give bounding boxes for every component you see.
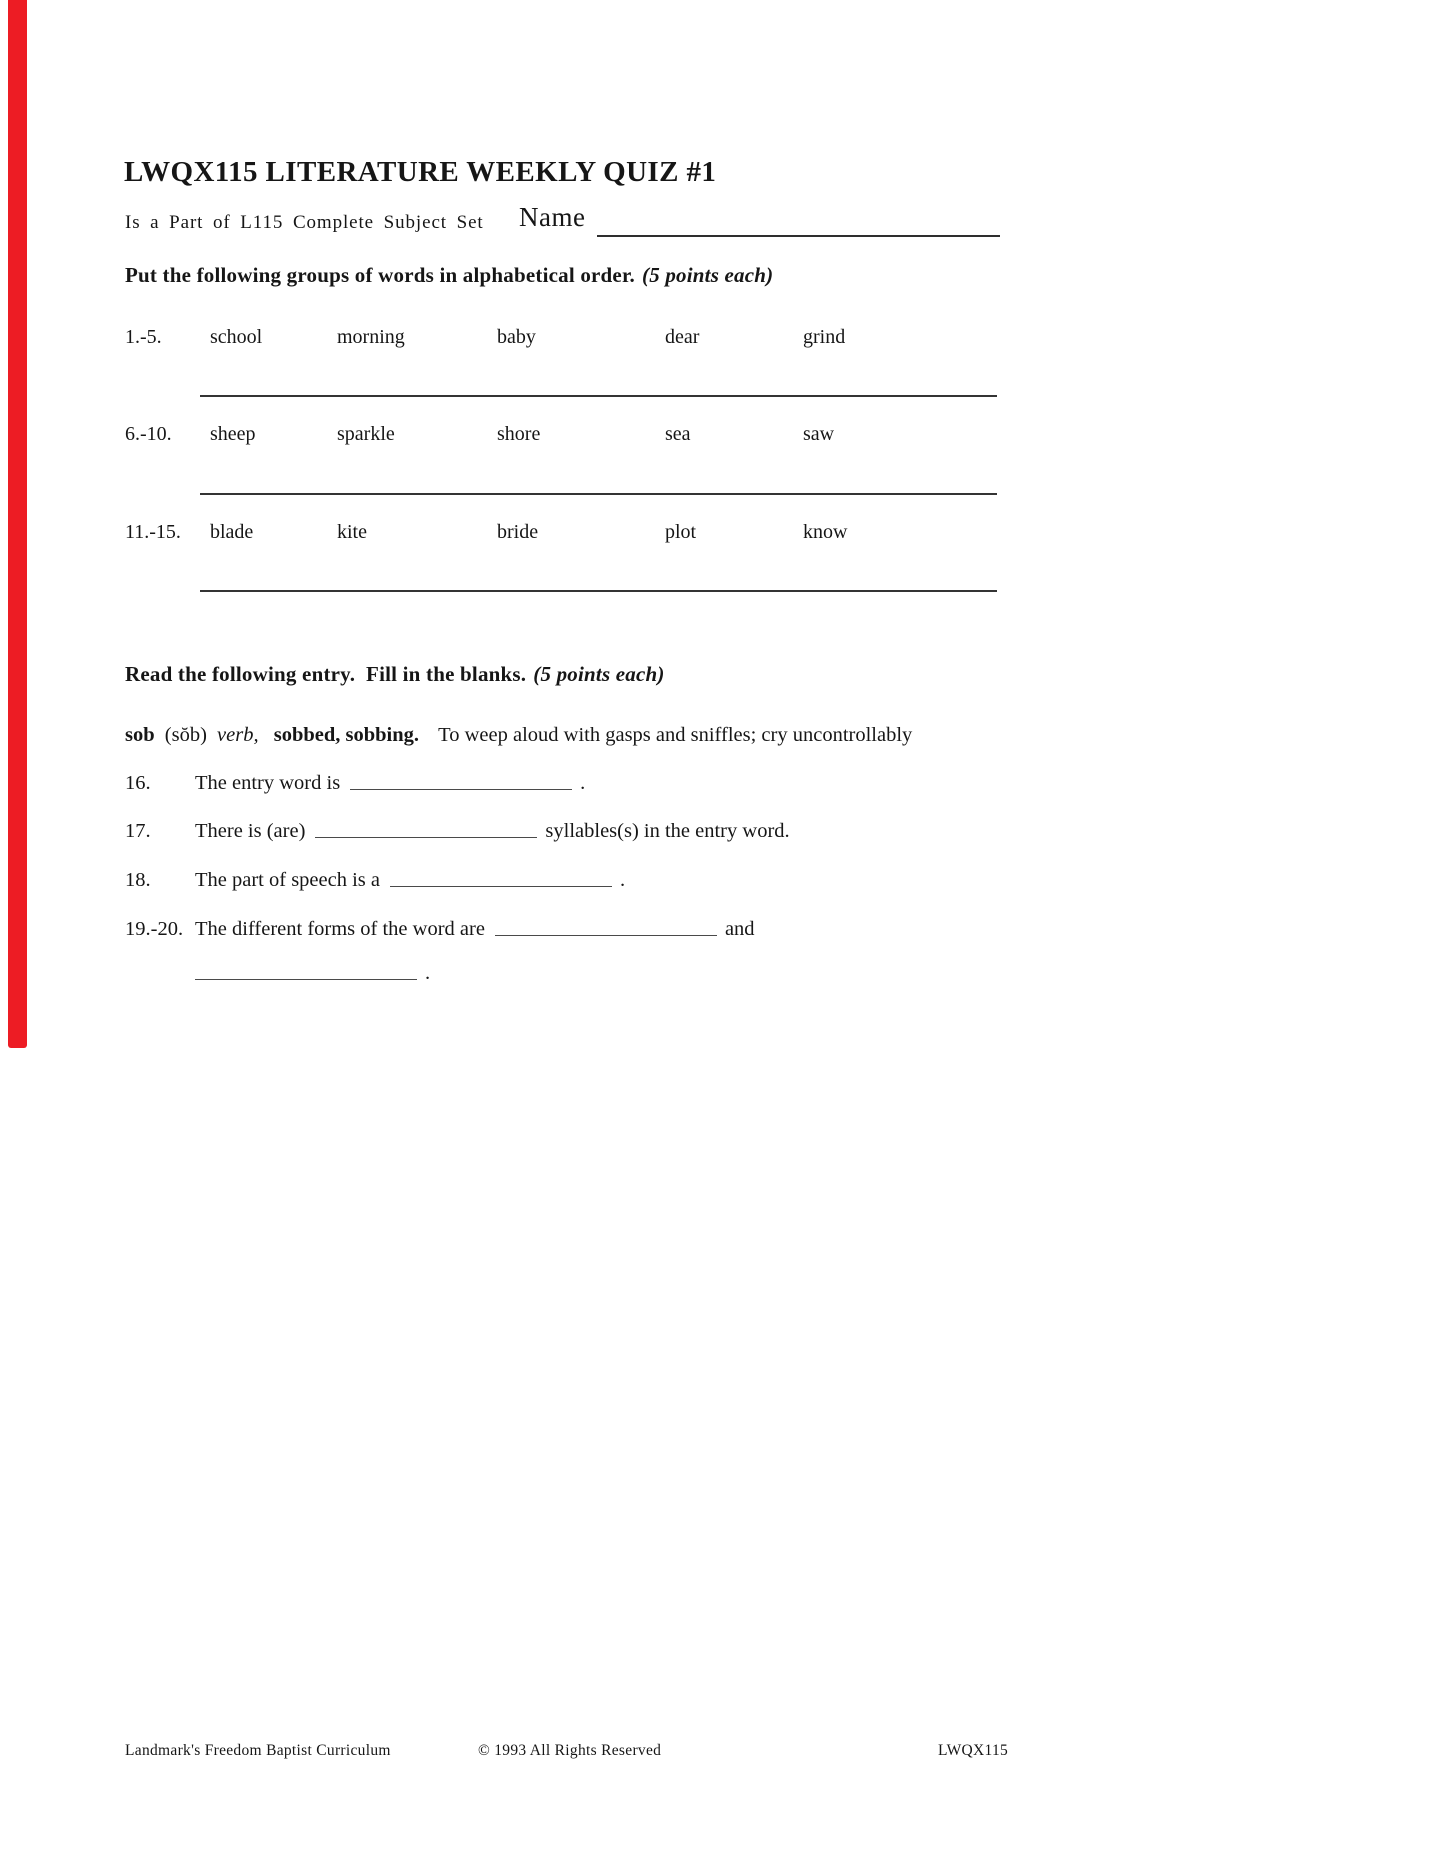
word-row-3 — [125, 521, 1045, 544]
section1-points-note: (5 points each) — [642, 263, 774, 287]
word-row-1 — [125, 326, 1045, 349]
footer-copyright: © 1993 All Rights Reserved — [478, 1742, 662, 1759]
subtitle: Is a Part of L115 Complete Subject Set — [125, 212, 484, 233]
name-label: Name — [519, 202, 586, 232]
row1-word-3: baby — [497, 326, 536, 348]
question-18-number: 18. — [125, 869, 151, 891]
row3-word-5: know — [803, 521, 848, 543]
question-19-20-blank-1 — [495, 934, 717, 936]
question-19-20-number: 19.-20. — [125, 918, 184, 940]
row2-word-1: sheep — [210, 423, 256, 445]
dictionary-entry — [125, 724, 912, 747]
footer-code: LWQX115 — [938, 1742, 1009, 1759]
page-title: LWQX115 LITERATURE WEEKLY QUIZ #1 — [124, 156, 717, 188]
row3-label: 11.-15. — [125, 521, 181, 543]
section1-instruction: Put the following groups of words in alphabetical order. — [125, 263, 635, 287]
question-17-text: There is (are) — [195, 820, 306, 842]
entry-word: sob — [125, 724, 155, 746]
section2-points-note: (5 points each) — [533, 662, 665, 686]
question-17-post: syllables(s) in the entry word. — [545, 820, 790, 842]
question-16-number: 16. — [125, 772, 151, 794]
row1-label: 1.-5. — [125, 326, 162, 348]
question-19-20-continuation-period: . — [425, 962, 431, 984]
section2-instruction: Read the following entry. Fill in the blanks. — [125, 662, 527, 686]
question-18-text: The part of speech is a — [195, 869, 380, 891]
row1-word-4: dear — [665, 326, 700, 348]
question-19-20-text: The different forms of the word are — [195, 918, 485, 940]
question-17-number: 17. — [125, 820, 151, 842]
answer-line-1 — [200, 395, 997, 397]
section2-header — [125, 662, 665, 687]
word-row-2 — [125, 423, 1045, 446]
row2-word-5: saw — [803, 423, 835, 445]
question-19-20-blank-2 — [195, 978, 417, 980]
question-19-20-post: and — [724, 918, 755, 940]
question-19-20 — [125, 918, 755, 941]
question-16-blank — [350, 788, 572, 790]
entry-pronunciation: (sŏb) — [164, 724, 207, 746]
answer-line-3 — [200, 590, 997, 592]
question-18 — [125, 869, 625, 892]
row3-word-1: blade — [210, 521, 254, 543]
question-18-blank — [390, 885, 612, 887]
question-16-text: The entry word is — [195, 772, 341, 794]
name-fill-line — [597, 205, 1000, 237]
row1-word-2: morning — [337, 326, 405, 348]
question-17 — [125, 820, 790, 843]
row1-word-1: school — [210, 326, 263, 348]
question-18-post: . — [620, 869, 626, 891]
footer-publisher: Landmark's Freedom Baptist Curriculum — [125, 1742, 391, 1759]
answer-line-2 — [200, 493, 997, 495]
entry-part-of-speech: verb, — [217, 724, 259, 746]
row2-label: 6.-10. — [125, 423, 172, 445]
question-16 — [125, 772, 585, 795]
red-scan-stripe — [8, 0, 27, 1048]
row2-word-3: shore — [497, 423, 541, 445]
row2-word-4: sea — [665, 423, 691, 445]
row3-word-3: bride — [497, 521, 539, 543]
row1-word-5: grind — [803, 326, 846, 348]
question-17-blank — [315, 836, 537, 838]
question-16-post: . — [580, 772, 586, 794]
entry-forms: sobbed, sobbing. — [273, 724, 420, 746]
entry-definition: To weep aloud with gasps and sniffles; cry uncontrollably — [438, 724, 913, 746]
row3-word-2: kite — [337, 521, 367, 543]
section1-header — [125, 263, 773, 288]
question-19-20-continuation — [195, 962, 430, 985]
row2-word-2: sparkle — [337, 423, 395, 445]
row3-word-4: plot — [665, 521, 697, 543]
